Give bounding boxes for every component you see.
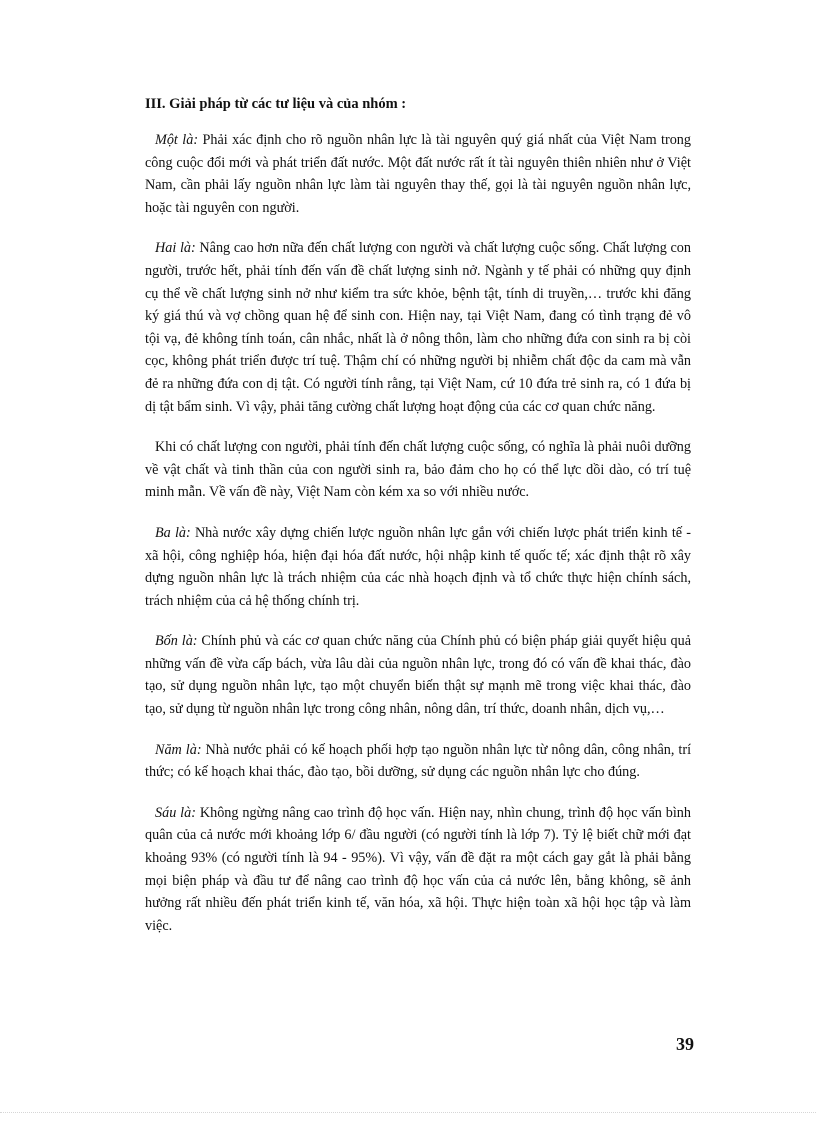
paragraph-1-text: Phải xác định cho rõ nguồn nhân lực là tài nguyên quý giá nhất của Việt Nam trong công cuộc đổi mới và phát triển đất nước. Một đất nước rất ít tài nguyên thiên nhiên như ở Việt Nam, cần phải lấy nguồn nhân lực làm tài nguyên thay thế, gọi là tài nguyên nguồn nhân lực, hoặc tài nguyên con người. bbox=[145, 132, 691, 216]
paragraph-5-lead: Bốn là: bbox=[155, 633, 198, 650]
paragraph-6-lead: Năm là: bbox=[155, 741, 202, 758]
paragraph-5-text: Chính phủ và các cơ quan chức năng của Chính phủ có biện pháp giải quyết hiệu quả những vấn đề vừa cấp bách, vừa lâu dài của nguồn nhân lực, trong đó có vấn đề khai thác, đào tạo, sử dụng nguồn nhân lực, tạo một chuyển biến thật sự mạnh mẽ trong việc khai thác, đào tạo, sử dụng từ nguồn nhân lực trong công nhân, nông dân, trí thức, doanh nhân, dịch vụ,… bbox=[145, 633, 691, 718]
paragraph-5 bbox=[145, 630, 691, 720]
bottom-divider bbox=[0, 1112, 816, 1113]
paragraph-7 bbox=[145, 802, 691, 938]
paragraph-7-text: Không ngừng nâng cao trình độ học vấn. Hiện nay, nhìn chung, trình độ học vấn bình quân của cả nước mới khoảng lớp 6/ đầu người (có người tính là lớp 7). Tỷ lệ biết chữ mới đạt khoảng 93% (có người tính là 94 - 95%). Vì vậy, vấn đề đặt ra một cách gay gắt là phải bằng mọi biện pháp và đầu tư để nâng cao trình độ học vấn của cả nước lên, bằng không, sẽ ảnh hưởng rất nhiều đến phát triển kinh tế, văn hóa, xã hội. Thực hiện toàn xã hội học tập và làm việc. bbox=[145, 804, 691, 934]
paragraph-2-text: Nâng cao hơn nữa đến chất lượng con người và chất lượng cuộc sống. Chất lượng con người, trước hết, phải tính đến vấn đề chất lượng sinh nở. Ngành y tế phải có những quy định cụ thể về chất lượng sinh nở như kiểm tra sức khỏe, bệnh tật, tính di truyền,… trước khi đăng ký giá thú và vợ chồng quan hệ để sinh con. Hiện nay, tại Việt Nam, đang có tình trạng đẻ vô tội vạ, đẻ không tính toán, cân nhắc, nhất là ở nông thôn, làm cho những đứa con sinh ra bị còi cọc, không phát triển được trí tuệ. Thậm chí có những người bị nhiễm chất độc da cam mà vẫn đẻ ra những đứa con dị tật. Có người tính rằng, tại Việt Nam, cứ 10 đứa trẻ sinh ra, có 1 đứa bị dị tật bẩm sinh. Vì vậy, phải tăng cường chất lượng hoạt động của các cơ quan chức năng. bbox=[145, 240, 691, 415]
paragraph-6 bbox=[145, 739, 691, 784]
paragraph-1-lead: Một là: bbox=[155, 132, 199, 148]
paragraph-2-lead: Hai là: bbox=[155, 240, 196, 257]
paragraph-4-text: Nhà nước xây dựng chiến lược nguồn nhân lực gắn với chiến lược phát triển kinh tế - xã hội, công nghiệp hóa, hiện đại hóa đất nước, hội nhập kinh tế quốc tế; xác định thật rõ xây dựng nguồn nhân lực là trách nhiệm của các nhà hoạch định và tổ chức thực hiện chính sách, trách nhiệm của cả hệ thống chính trị. bbox=[145, 524, 691, 609]
document-body bbox=[145, 96, 691, 955]
paragraph-1 bbox=[145, 129, 691, 219]
section-heading: III. Giải pháp từ các tư liệu và của nhóm : bbox=[145, 96, 407, 112]
page-number: 39 bbox=[676, 1034, 694, 1054]
paragraph-3 bbox=[145, 436, 691, 504]
paragraph-3-text: Khi có chất lượng con người, phải tính đến chất lượng cuộc sống, có nghĩa là phải nuôi dưỡng về vật chất và tinh thần của con người sinh ra, bảo đảm cho họ có thể lực dồi dào, có trí tuệ minh mẫn. Về vấn đề này, Việt Nam còn kém xa so với nhiều nước. bbox=[145, 439, 691, 501]
paragraph-2 bbox=[145, 237, 691, 418]
paragraph-6-text: Nhà nước phải có kế hoạch phối hợp tạo nguồn nhân lực từ nông dân, công nhân, trí thức; có kế hoạch khai thác, đào tạo, bồi dưỡng, sử dụng các nguồn nhân lực cho đúng. bbox=[145, 741, 692, 781]
paragraph-4 bbox=[145, 522, 691, 612]
paragraph-7-lead: Sáu là: bbox=[155, 804, 196, 821]
paragraph-4-lead: Ba là: bbox=[155, 524, 191, 541]
